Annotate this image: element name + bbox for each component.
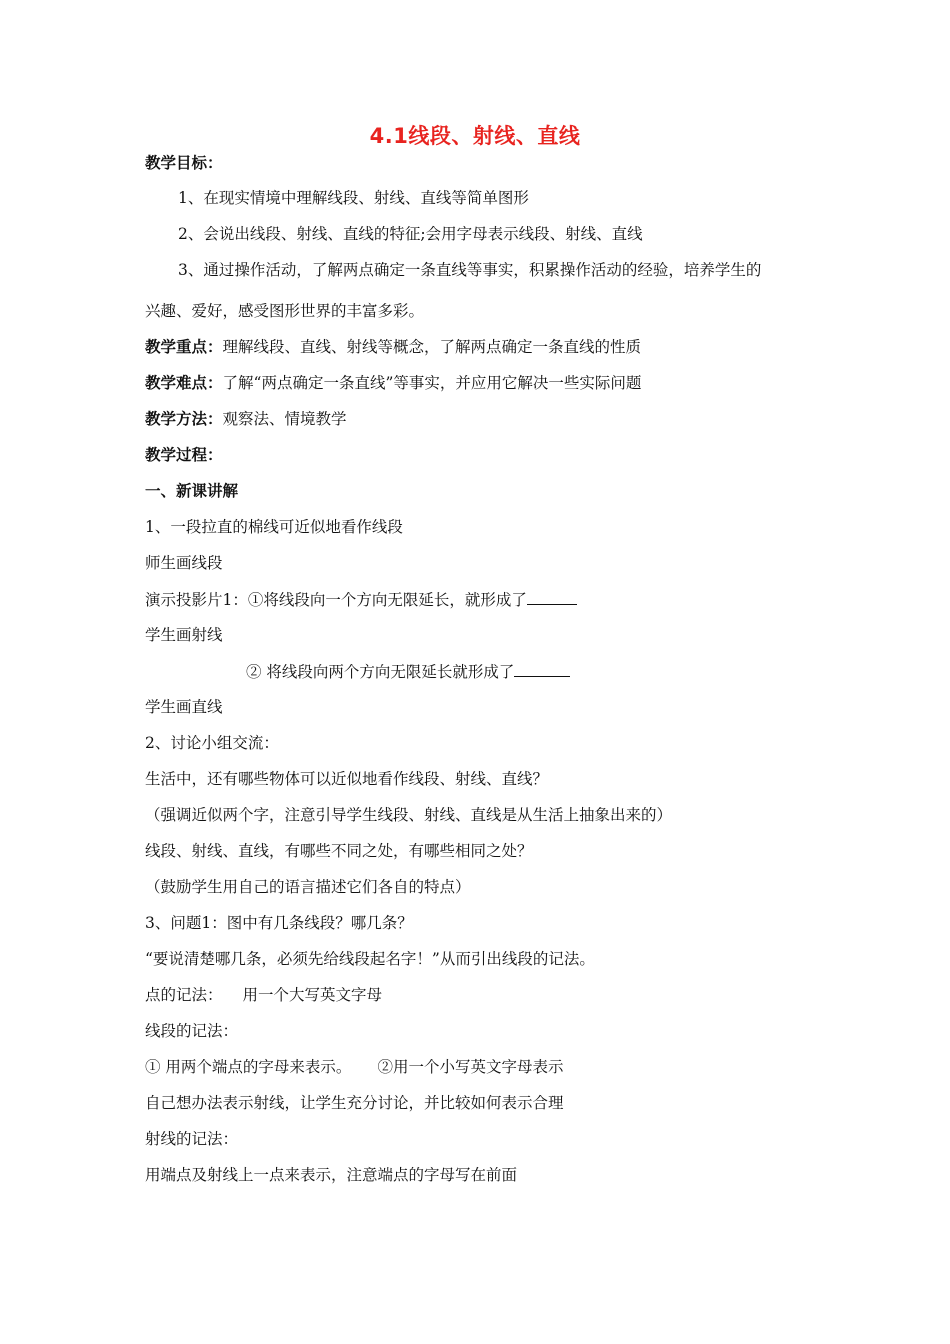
body-p11: （鼓励学生用自己的语言描述它们各自的特点） <box>145 878 471 896</box>
body-p3-text: 演示投影片1：①将线段向一个方向无限延长，就形成了 <box>145 591 527 609</box>
answer-blank-1 <box>527 588 577 605</box>
body-p5 <box>246 660 570 683</box>
body-p3 <box>145 588 577 611</box>
key-points-text: 理解线段、直线、射线等概念，了解两点确定一条直线的性质 <box>222 338 642 356</box>
body-p6: 学生画直线 <box>145 698 223 716</box>
body-p4: 学生画射线 <box>145 626 223 644</box>
body-p19: 用端点及射线上一点来表示，注意端点的字母写在前面 <box>145 1166 518 1184</box>
key-points-label: 教学重点： <box>145 338 223 356</box>
objective-item-1: 1、在现实情境中理解线段、射线、直线等简单图形 <box>178 189 529 207</box>
methods <box>145 408 347 430</box>
objective-item-2: 2、会说出线段、射线、直线的特征;会用字母表示线段、射线、直线 <box>178 225 643 243</box>
objective-item-3-continued: 兴趣、爱好，感受图形世界的丰富多彩。 <box>145 302 425 320</box>
body-p2: 师生画线段 <box>145 554 223 572</box>
body-p10: 线段、射线、直线，有哪些不同之处，有哪些相同之处？ <box>145 842 533 860</box>
body-p5-text: ② 将线段向两个方向无限延长就形成了 <box>246 663 515 681</box>
process-heading: 教学过程： <box>145 446 223 464</box>
body-p13: “要说清楚哪几条，必须先给线段起名字！”从而引出线段的记法。 <box>145 950 595 968</box>
objective-item-3: 3、通过操作活动，了解两点确定一条直线等事实，积累操作活动的经验，培养学生的 <box>178 261 762 279</box>
objectives-heading: 教学目标： <box>145 154 223 172</box>
difficulties-label: 教学难点： <box>145 374 223 392</box>
document-title: 4.1线段、射线、直线 <box>369 124 581 148</box>
difficulties-text: 了解“两点确定一条直线”等事实，并应用它解决一些实际问题 <box>222 374 642 392</box>
body-p14-label: 点的记法： <box>145 986 223 1004</box>
body-p9: （强调近似两个字，注意引导学生线段、射线、直线是从生活上抽象出来的） <box>145 806 673 824</box>
body-p7: 2、讨论小组交流： <box>145 734 279 752</box>
body-p16-method-1: ① 用两个端点的字母来表示。 <box>145 1058 352 1076</box>
body-p14 <box>145 984 382 1006</box>
body-p16 <box>145 1056 563 1078</box>
body-p16-method-2: ②用一个小写英文字母表示 <box>377 1058 564 1076</box>
difficulties <box>145 372 641 394</box>
body-p18: 射线的记法： <box>145 1130 239 1148</box>
body-p1: 1、一段拉直的棉线可近似地看作线段 <box>145 518 403 536</box>
body-p14-text: 用一个大写英文字母 <box>242 986 383 1004</box>
body-p8: 生活中，还有哪些物体可以近似地看作线段、射线、直线？ <box>145 770 549 788</box>
methods-text: 观察法、情境教学 <box>222 410 347 428</box>
answer-blank-2 <box>514 660 570 677</box>
methods-label: 教学方法： <box>145 410 223 428</box>
body-p15: 线段的记法： <box>145 1022 239 1040</box>
section1-heading: 一、新课讲解 <box>145 482 239 500</box>
body-p17: 自己想办法表示射线，让学生充分讨论，并比较如何表示合理 <box>145 1094 564 1112</box>
body-p12: 3、问题1：图中有几条线段？哪几条？ <box>145 914 413 932</box>
key-points <box>145 336 641 358</box>
